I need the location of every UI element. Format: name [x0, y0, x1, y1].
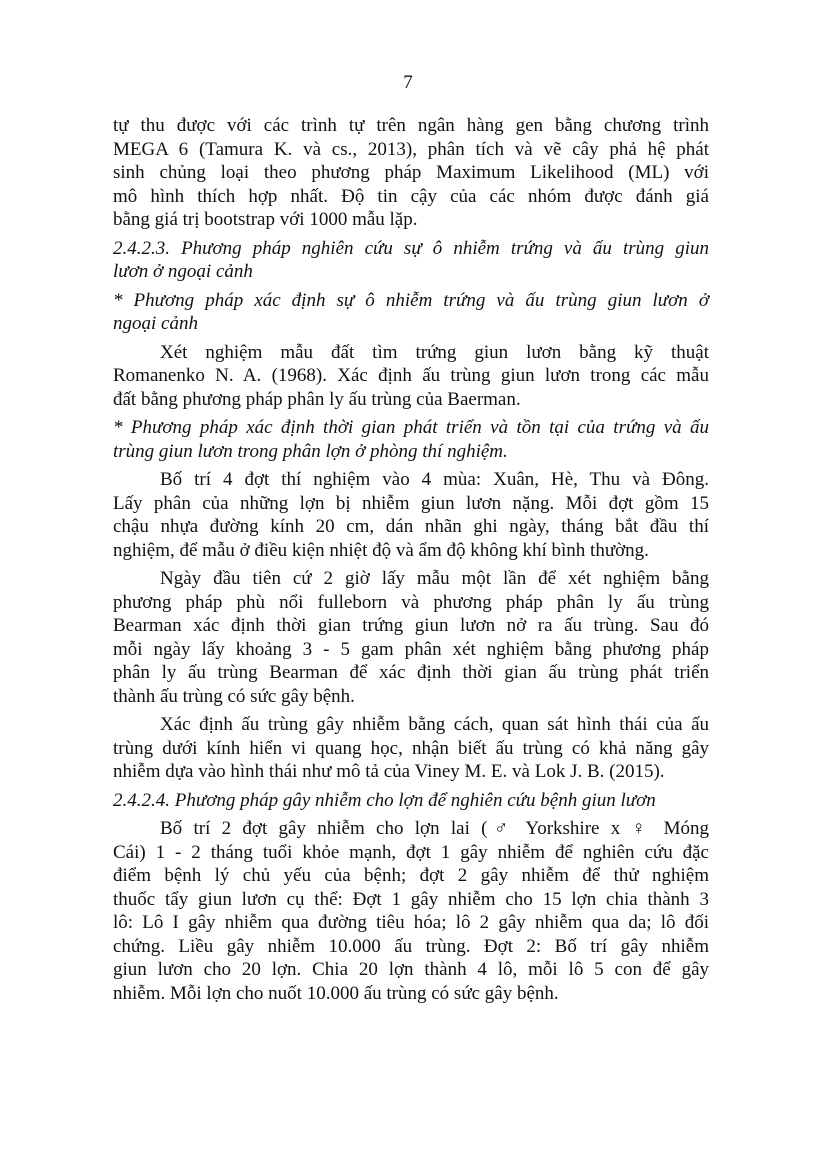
- subheading-line: * Phương pháp xác định thời gian phát triển và tồn tại của trứng và ấu: [113, 417, 709, 438]
- text-line: Xét nghiệm mẫu đất tìm trứng giun lươn bằng kỹ thuật: [160, 341, 709, 363]
- text-line: Lấy phân của những lợn bị nhiễm giun lươn nặng. Mỗi đợt gồm 15: [113, 492, 709, 514]
- heading-line: 2.4.2.3. Phương pháp nghiên cứu sự ô nhiễm trứng và ấu trùng giun: [113, 237, 709, 259]
- paragraph-soil-test: [113, 341, 709, 412]
- subheading-soil-contamination: [113, 289, 709, 336]
- text-line: mô hình thích hợp nhất. Độ tin cậy của các nhóm được đánh giá: [113, 185, 709, 207]
- page-number: 7: [403, 72, 413, 93]
- text-line: nhiễm dựa vào hình thái như mô tả của Viney M. E. và Lok J. B. (2015).: [113, 761, 665, 782]
- text-line: tự thu được với các trình tự trên ngân hàng gen bằng chương trình: [113, 115, 709, 136]
- subheading-line: ngoại cảnh: [113, 313, 198, 334]
- subheading-line: trùng giun lươn trong phân lợn ở phòng thí nghiệm.: [113, 440, 508, 462]
- heading-line: lươn ở ngoại cảnh: [113, 261, 253, 282]
- heading-line: 2.4.2.4. Phương pháp gây nhiễm cho lợn để nghiên cứu bệnh giun lươn: [113, 789, 656, 811]
- text-line: đất bằng phương pháp phân ly ấu trùng của Baerman.: [113, 388, 521, 410]
- text-line: nhiễm. Mỗi lợn cho nuốt 10.000 ấu trùng có sức gây bệnh.: [113, 982, 559, 1004]
- text-line: thuốc tẩy giun lươn cụ thể: Đợt 1 gây nhiễm cho 15 lợn chia thành 3: [113, 888, 709, 910]
- section-heading-2-4-2-3: [113, 237, 709, 284]
- text-line: trùng dưới kính hiển vi quang học, nhận biết ấu trùng có khả năng gây: [113, 737, 709, 759]
- text-line: giun lươn cho 20 lợn. Chia 20 lợn thành 4 lô, mỗi lô 5 con để gây: [113, 959, 709, 980]
- page-body: [113, 114, 709, 1005]
- text-line: điểm bệnh lý chủ yếu của bệnh; đợt 2 gây nhiễm để thử nghiệm: [113, 865, 709, 886]
- text-line: bằng giá trị bootstrap với 1000 mẫu lặp.: [113, 209, 418, 230]
- text-line: Xác định ấu trùng gây nhiễm bằng cách, quan sát hình thái của ấu: [160, 714, 709, 735]
- text-line: chậu nhựa đường kính 20 cm, dán nhãn ghi ngày, tháng bắt đầu thí: [113, 516, 709, 537]
- text-line: thành ấu trùng có sức gây bệnh.: [113, 685, 355, 707]
- text-line: lô: Lô I gây nhiễm qua đường tiêu hóa; lô 2 gây nhiễm qua da; lô đối: [113, 912, 709, 933]
- paragraph-sampling: [113, 567, 709, 708]
- text-line: Bearman xác định thời gian trứng giun lươn nở ra ấu trùng. Sau đó: [113, 615, 709, 636]
- text-line: nghiệm, để mẫu ở điều kiện nhiệt độ và ẩm độ không khí bình thường.: [113, 539, 649, 561]
- text-line: Bố trí 2 đợt gây nhiễm cho lợn lai (♂ Yorkshire x ♀ Móng: [160, 818, 709, 839]
- text-line: chứng. Liều gây nhiễm 10.000 ấu trùng. Đợt 2: Bố trí gây nhiễm: [113, 935, 709, 957]
- subheading-line: * Phương pháp xác định sự ô nhiễm trứng và ấu trùng giun lươn ở: [113, 289, 709, 311]
- section-heading-2-4-2-4: [113, 789, 709, 813]
- text-line: Cái) 1 - 2 tháng tuổi khỏe mạnh, đợt 1 gây nhiễm để nghiên cứu đặc: [113, 841, 709, 863]
- text-line: Bố trí 4 đợt thí nghiệm vào 4 mùa: Xuân, Hè, Thu và Đông.: [160, 469, 709, 490]
- text-line: phương pháp phù nổi fulleborn và phương pháp phân ly ấu trùng: [113, 591, 709, 613]
- text-line: Ngày đầu tiên cứ 2 giờ lấy mẫu một lần để xét nghiệm bằng: [160, 568, 709, 589]
- text-line: MEGA 6 (Tamura K. và cs., 2013), phân tích và vẽ cây phả hệ phát: [113, 138, 709, 160]
- paragraph-infection-design: [113, 817, 709, 1005]
- paragraph-larva-identification: [113, 713, 709, 784]
- paragraph-experiment-setup: [113, 468, 709, 562]
- subheading-development-time: [113, 416, 709, 463]
- paragraph-phylogeny: [113, 114, 709, 232]
- text-line: Romanenko N. A. (1968). Xác định ấu trùng giun lươn trong các mẫu: [113, 365, 709, 386]
- text-line: mỗi ngày lấy khoảng 3 - 5 gam phân xét nghiệm bằng phương pháp: [113, 638, 709, 660]
- text-line: phân ly ấu trùng Bearman để xác định thời gian ấu trùng phát triển: [113, 662, 709, 683]
- text-line: sinh chủng loại theo phương pháp Maximum Likelihood (ML) với: [113, 162, 709, 183]
